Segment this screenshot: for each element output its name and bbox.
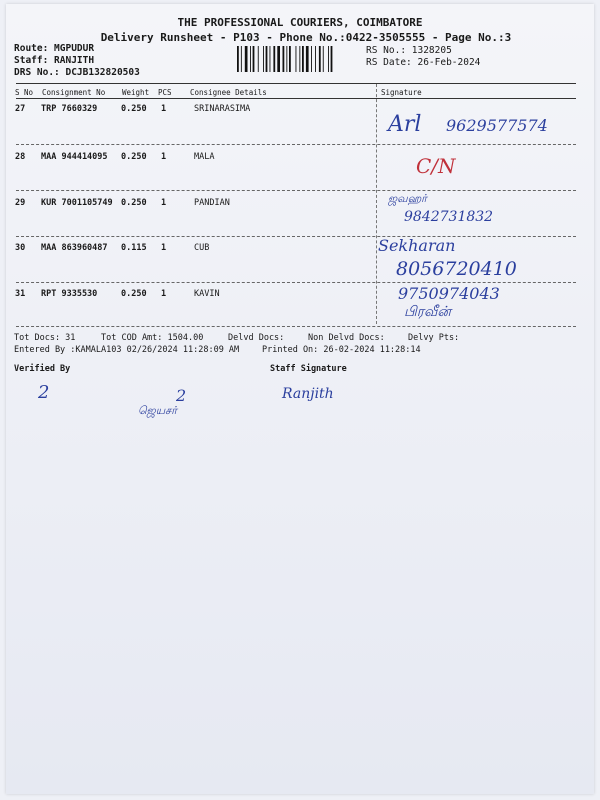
- row-consignee: MALA: [194, 152, 215, 162]
- col-pcs: PCS: [158, 88, 172, 97]
- table-header-rule: [16, 98, 576, 99]
- row-consignment: MAA 863960487: [41, 243, 108, 253]
- barcode: [236, 46, 364, 72]
- row-separator: [16, 282, 576, 283]
- row-separator: [16, 326, 576, 327]
- row-sno: 27: [15, 104, 26, 114]
- handwritten-phone: 9750974043: [398, 284, 500, 303]
- row-sno: 28: [15, 152, 26, 162]
- company-title: THE PROFESSIONAL COURIERS, COIMBATORE: [177, 16, 423, 29]
- row-consignee: SRINARASIMA: [194, 104, 251, 114]
- col-sno: S No: [15, 88, 34, 97]
- row-separator: [16, 144, 576, 145]
- col-consignment: Consignment No: [42, 88, 106, 97]
- handwritten-phone: 9842731832: [404, 209, 494, 225]
- row-sno: 30: [15, 243, 26, 253]
- entered-by: Entered By :KAMALA103 02/26/2024 11:28:09 AM: [14, 345, 240, 355]
- runsheet-subtitle: Delivery Runsheet - P103 - Phone No.:0422-3505555 - Page No.:3: [100, 31, 512, 44]
- row-pcs: 1: [161, 198, 167, 208]
- row-weight: 0.250: [121, 198, 147, 208]
- table-top-rule: [16, 83, 576, 84]
- handwritten-signature: Arl: [388, 112, 422, 137]
- col-signature: Signature: [381, 88, 422, 97]
- route-label: Route: MGPUDUR: [14, 43, 95, 54]
- row-weight: 0.250: [121, 104, 147, 114]
- handwritten-signature: Sekharan: [378, 236, 456, 255]
- row-consignment: MAA 944414095: [41, 152, 108, 162]
- row-pcs: 1: [161, 243, 167, 253]
- row-separator: [16, 236, 576, 237]
- handwritten-signature: பிரவீன்: [404, 304, 451, 320]
- col-consignee: Consignee Details: [190, 88, 267, 97]
- row-weight: 0.115: [121, 243, 147, 253]
- printed-on: Printed On: 26-02-2024 11:28:14: [262, 345, 421, 355]
- delvy-pts: Delvy Pts:: [408, 333, 460, 343]
- staff-handwritten-signature: Ranjith: [282, 386, 334, 402]
- row-consignment: KUR 7001105749: [41, 198, 113, 208]
- row-sno: 29: [15, 198, 26, 208]
- runsheet-page: [6, 4, 594, 794]
- drs-label: DRS No.: DCJB132820503: [14, 67, 140, 78]
- handwritten-phone: 8056720410: [396, 258, 517, 280]
- handwritten-cn-mark: C/N: [416, 154, 456, 178]
- row-consignment: TRP 7660329: [41, 104, 98, 114]
- row-consignee: PANDIAN: [194, 198, 230, 208]
- col-weight: Weight: [122, 88, 150, 97]
- delvd-docs: Delvd Docs:: [228, 333, 285, 343]
- row-consignment: RPT 9335530: [41, 289, 98, 299]
- rs-number: RS No.: 1328205: [366, 45, 452, 56]
- staff-signature-label: Staff Signature: [270, 364, 347, 374]
- staff-label: Staff: RANJITH: [14, 55, 95, 66]
- verified-mark-2: 2: [176, 386, 187, 405]
- signature-divider: [376, 84, 377, 324]
- row-sno: 31: [15, 289, 26, 299]
- row-consignee: CUB: [194, 243, 210, 253]
- row-pcs: 1: [161, 152, 167, 162]
- row-weight: 0.250: [121, 289, 147, 299]
- row-consignee: KAVIN: [194, 289, 220, 299]
- row-pcs: 1: [161, 289, 167, 299]
- handwritten-phone: 9629577574: [446, 116, 548, 135]
- row-separator: [16, 190, 576, 191]
- verified-mark: 2: [38, 382, 50, 403]
- cod-amount: Tot COD Amt: 1504.00: [101, 333, 204, 343]
- row-weight: 0.250: [121, 152, 147, 162]
- handwritten-signature: ஜவஹர்: [388, 192, 427, 205]
- non-delvd-docs: Non Delvd Docs:: [308, 333, 385, 343]
- tot-docs: Tot Docs: 31: [14, 333, 76, 343]
- row-pcs: 1: [161, 104, 167, 114]
- rs-date: RS Date: 26-Feb-2024: [366, 57, 481, 68]
- verified-by-label: Verified By: [14, 364, 71, 374]
- verifier-signature: ஜெயசர்: [138, 404, 178, 417]
